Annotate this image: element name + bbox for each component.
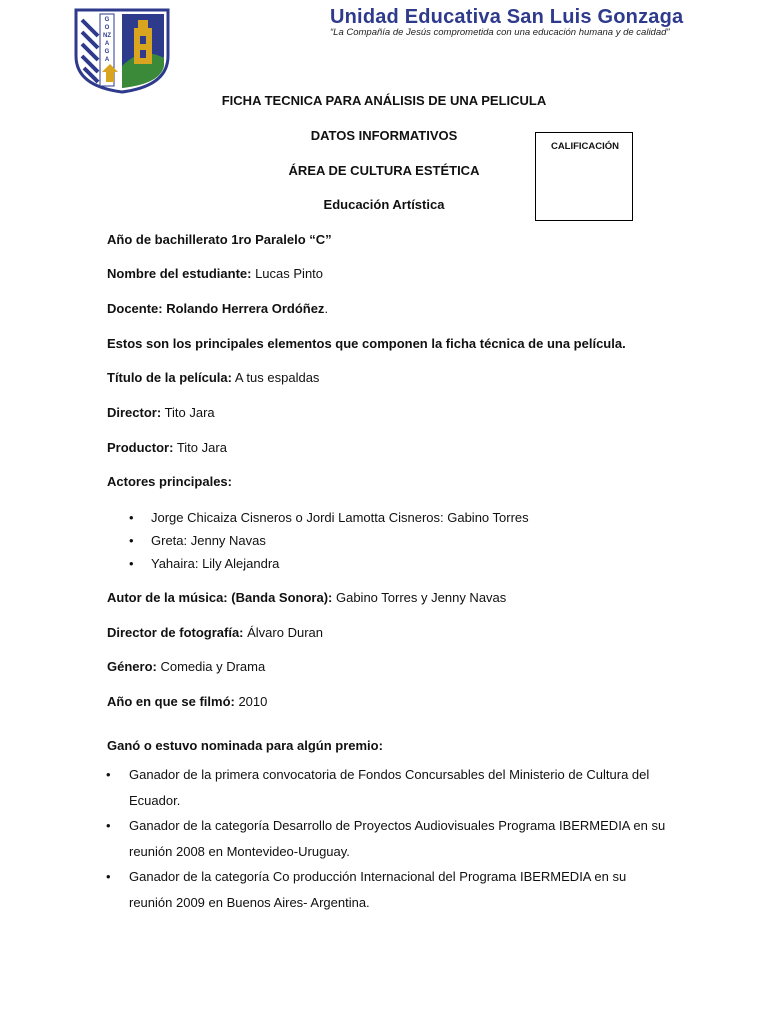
actor-name: Jorge Chicaiza Cisneros o Jordi Lamotta Cisneros: Gabino Torres xyxy=(151,510,529,525)
field-awards-heading-label: Ganó o estuvo nominada para algún premio: xyxy=(107,738,383,753)
field-filmed-value: 2010 xyxy=(234,694,268,709)
bullet-icon: • xyxy=(106,869,111,884)
awards-list xyxy=(106,762,666,915)
list-item xyxy=(106,813,666,864)
school-name: Unidad Educativa San Luis Gonzaga xyxy=(330,6,684,28)
award-text: Ganador de la categoría Desarrollo de Proyectos Audiovisuales Programa IBERMEDIA en su reunión 2008 en Montevideo-Uruguay. xyxy=(129,818,666,859)
section-title-subject: Educación Artística xyxy=(323,197,445,212)
bullet-icon: • xyxy=(129,510,134,525)
field-director-label: Director: xyxy=(107,405,162,420)
section-title-area: ÁREA DE CULTURA ESTÉTICA xyxy=(288,163,480,178)
list-item xyxy=(107,529,529,552)
bullet-icon: • xyxy=(129,556,134,571)
field-year-label: Año de bachillerato 1ro Paralelo “C” xyxy=(107,232,332,247)
field-genre-label: Género: xyxy=(107,659,157,674)
field-filmed xyxy=(107,694,267,709)
list-item xyxy=(106,762,666,813)
field-intro xyxy=(107,336,626,351)
actors-list xyxy=(107,506,529,575)
field-photo-label: Director de fotografía: xyxy=(107,625,244,640)
list-item xyxy=(107,552,529,575)
actor-name: Greta: Jenny Navas xyxy=(151,533,266,548)
field-title-label: Título de la película: xyxy=(107,370,232,385)
field-genre-value: Comedia y Drama xyxy=(156,659,266,674)
bullet-icon: • xyxy=(106,767,111,782)
field-teacher-value: . xyxy=(324,301,329,316)
field-music xyxy=(107,590,506,605)
section-title-info: DATOS INFORMATIVOS xyxy=(310,128,458,143)
field-year xyxy=(107,232,332,247)
field-director-value: Tito Jara xyxy=(161,405,215,420)
field-producer xyxy=(107,440,227,455)
field-director xyxy=(107,405,215,420)
document-title: FICHA TECNICA PARA ANÁLISIS DE UNA PELICULA xyxy=(221,93,547,108)
award-text: Ganador de la primera convocatoria de Fondos Concursables del Ministerio de Cultura del Ecuador. xyxy=(129,767,650,808)
list-item xyxy=(106,864,666,915)
grade-box-label: CALIFICACIÓN xyxy=(550,141,620,152)
field-producer-value: Tito Jara xyxy=(173,440,227,455)
field-student-label: Nombre del estudiante: xyxy=(107,266,252,281)
bullet-icon: • xyxy=(106,818,111,833)
grade-box xyxy=(535,132,633,221)
crest-lettering: GONZAGA xyxy=(103,17,111,63)
field-intro-label: Estos son los principales elementos que componen la ficha técnica de una película. xyxy=(107,336,626,351)
field-student-value: Lucas Pinto xyxy=(251,266,324,281)
field-title-value: A tus espaldas xyxy=(231,370,320,385)
field-photo xyxy=(107,625,323,640)
field-actors-label: Actores principales: xyxy=(107,474,232,489)
field-teacher-label: Docente: Rolando Herrera Ordóñez xyxy=(107,301,325,316)
field-teacher xyxy=(107,301,328,316)
field-actors xyxy=(107,474,232,489)
field-student xyxy=(107,266,323,281)
field-genre xyxy=(107,659,265,674)
field-photo-value: Álvaro Duran xyxy=(243,625,323,640)
school-motto: “La Compañía de Jesús comprometida con una educación humana y de calidad” xyxy=(330,27,670,38)
school-crest-logo xyxy=(72,6,172,94)
field-music-value: Gabino Torres y Jenny Navas xyxy=(332,590,507,605)
bullet-icon: • xyxy=(129,533,134,548)
field-title xyxy=(107,370,319,385)
award-text: Ganador de la categoría Co producción Internacional del Programa IBERMEDIA en su reunión 2009 en Buenos Aires- Argentina. xyxy=(129,869,627,910)
actor-name: Yahaira: Lily Alejandra xyxy=(151,556,280,571)
field-awards-heading xyxy=(107,738,383,753)
field-music-label: Autor de la música: (Banda Sonora): xyxy=(107,590,333,605)
list-item xyxy=(107,506,529,529)
field-producer-label: Productor: xyxy=(107,440,174,455)
field-filmed-label: Año en que se filmó: xyxy=(107,694,235,709)
